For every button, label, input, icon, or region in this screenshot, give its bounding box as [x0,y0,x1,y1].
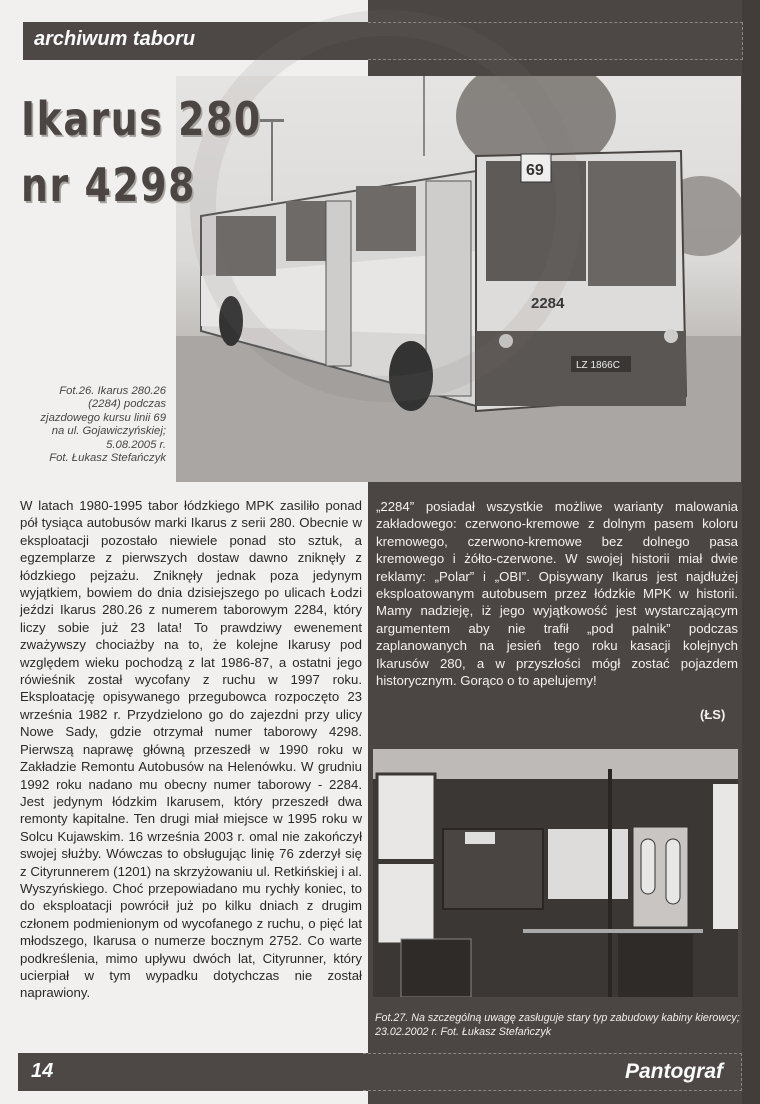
section-label: archiwum taboru [34,28,196,50]
lamp-post [271,121,273,201]
seat [618,934,693,997]
caption-line: zjazdowego kursu linii 69 [40,411,166,424]
plate-text: LZ 1866C [576,360,620,371]
interior-illustration [373,749,738,997]
windshield [548,829,628,899]
lamp-post [423,76,425,156]
route-number: 69 [526,162,544,179]
cabin-sign [465,832,495,844]
page-edge-strip [742,0,760,1104]
window-frame [377,859,435,864]
photo1-caption [20,385,166,465]
article-text-left: W latach 1980-1995 tabor łódzkiego MPK zasiliło ponad pół tysiąca autobusów marki Ikarus z serii 280. Obecnie w eksploatacji pozostało niewiele ponad sto sztuk, a egzemplarze z pierwszych dostaw dawno zniknęły z łódzkiego pejzażu. Zniknęły jednak poza jedynym wyjątkiem, bowiem do dnia dzisiejszego po ulicach Łodzi jeździ Ikarus 280.26 z numerem taborowym 2284, który liczy sobie już 23 lata! To prawdziwy ewenement zważywszy chociażby na to, że kolejne Ikarusy pod względem wieku pochodzą z lat 1986-87, a ostatni jego rówieśnik został wycofany z ruchu w 1997 roku. Eksploatację opisywanego przegubowca rozpoczęto 23 września 1982 r. Przydzielono go do zajezdni przy ulicy Nowe Sady, gdzie otrzymał numer taborowy 4298. Pierwszą naprawę główną przeszedł w 1990 roku w Zakładzie Remontu Autobusów na Helenówku. W grudniu 1992 roku nadano mu obecny numer taborowy - 2284. Jest jedynym łódzkim Ikarusem, który przeszedł dwa remonty kapitalne. Ten drugi miał miejsce w 1995 roku w Solcu Kujawskim. 16 września 2003 r. omal nie zakończył swojej służby. Wówczas to obsługując linię 76 zderzył się z Cityrunnerem (1201) na skrzyżowaniu ul. Retkińskiej i al. Wyszyńskiego. Choć przepowiadano mu rychły koniec, to do eksploatacji powrócił już po kilku dniach z drugim członem podmienionym od wycofanego z ruchu, o pięć lat młodszego, Ikarusa o numerze bocznym 2752. Co warte podkreślenia, mimo upływu dwóch lat, Cityrunner, który ucierpiał w tym wypadku dotychczas nie został naprawiony. [20,498,362,1001]
lamp-head [260,119,284,122]
bus-door [326,201,351,366]
bus-interior-photo [373,749,738,997]
wheel [389,341,433,411]
headlight [499,334,513,348]
seat [401,939,471,997]
wheel [219,296,243,346]
caption-line: Fot. Łukasz Stefańczyk [49,452,166,465]
article-title-line2: nr 4298 [21,158,197,212]
fleet-number: 2284 [531,295,565,312]
dotted-frame [368,22,743,60]
magazine-name: Pantograf [624,1060,723,1083]
door-window [666,839,680,904]
door-window [641,839,655,894]
caption-line: Fot.26. Ikarus 280.26 [59,385,166,397]
article-title-line1: Ikarus 280 [21,92,262,146]
caption-line: (2284) podczas [88,398,166,411]
photo2-caption: Fot.27. Na szczególną uwagę zasługuje stary typ zabudowy kabiny kierowcy; 23.02.2002 r. Fot. Łukasz Stefańczyk [375,1012,740,1038]
section-header-bar [23,22,743,60]
bus-door [426,181,471,396]
caption-line: 5.08.2005 r. [106,438,166,451]
page-number: 14 [31,1060,54,1082]
windshield [588,161,676,286]
handrail [523,929,703,933]
headlight [664,329,678,343]
author-signature: (ŁS) [700,707,726,722]
caption-line: na ul. Gojawiczyńskiej; [51,425,166,438]
grab-pole [608,769,612,997]
page-footer-bar [18,1053,742,1091]
bus-window [356,186,416,251]
bus-window [216,216,276,276]
article-text-right: „2284” posiadał wszystkie możliwe warianty malowania zakładowego: czerwono-kremowe z dolnym pasem koloru kremowego, czerwono-kremowe bez dolnego pasa kremowego i żółto-czerwone. W swojej historii miał dwie reklamy: „Polar” i „OBI”. Opisywany Ikarus jest najdłużej eksploatowanym autobusem przez łódzkie MPK w historii. Mamy nadzieję, iż jego wyjątkowość jest wystarczającym argumentem aby nie trafił „pod palnik” podczas zaplanowanych na jesień tego roku kasacji kolejnych Ikarusów 280, a w przyszłości mógł zostać pojazdem historycznym. Gorąco o to apelujemy! [376,499,738,689]
side-window [713,784,738,929]
